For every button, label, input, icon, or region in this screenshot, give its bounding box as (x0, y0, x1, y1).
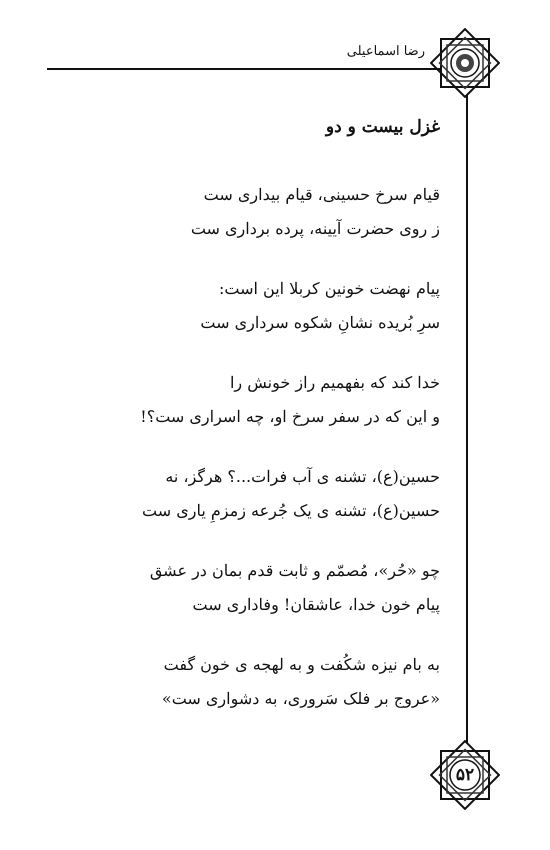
margin-rule (466, 95, 468, 743)
author-name: رضا اسماعیلی (346, 44, 425, 59)
verse-line: به بام نیزه شکُفت و به لهجه ی خون گفت (163, 655, 440, 674)
poem-title: غزل بیست و دو (325, 117, 440, 137)
verse-line: «عروج بر فلک سَروری، به دشواری ست» (161, 689, 440, 708)
star-ornament-icon (430, 28, 500, 98)
stanza (100, 648, 440, 716)
verse-line: خدا کند که بفهمیم راز خونش را (229, 373, 440, 392)
verse-line: و این که در سفر سرخ او، چه اسراری ست؟! (140, 407, 440, 426)
verse-line: پیام نهضت خونین کربلا این است: (219, 279, 440, 298)
page-number: ۵۲ (455, 765, 475, 785)
stanza (100, 366, 440, 434)
stanza (100, 178, 440, 246)
verse-line: حسین(ع)، تشنه ی یک جُرعه زمزمِ یاری ست (142, 501, 440, 520)
stanza (100, 272, 440, 340)
stanza (100, 554, 440, 622)
verse-line: سرِ بُریده نشانِ شکوه سرداری ست (200, 313, 440, 332)
poem (100, 112, 440, 742)
header-rule (47, 68, 440, 70)
verse-line: چو «حُر»، مُصمّم و ثابت قدم بمان در عشق (149, 561, 440, 580)
verse-line: پیام خون خدا، عاشقان! وفاداری ست (192, 595, 440, 614)
verse-line: حسین(ع)، تشنه ی آب فرات...؟ هرگز، نه (165, 467, 440, 486)
verse-line: ز روی حضرت آیینه، پرده برداری ست (190, 219, 440, 238)
verse-line: قیام سرخ حسینی، قیام بیداری ست (203, 185, 440, 204)
stanza (100, 460, 440, 528)
